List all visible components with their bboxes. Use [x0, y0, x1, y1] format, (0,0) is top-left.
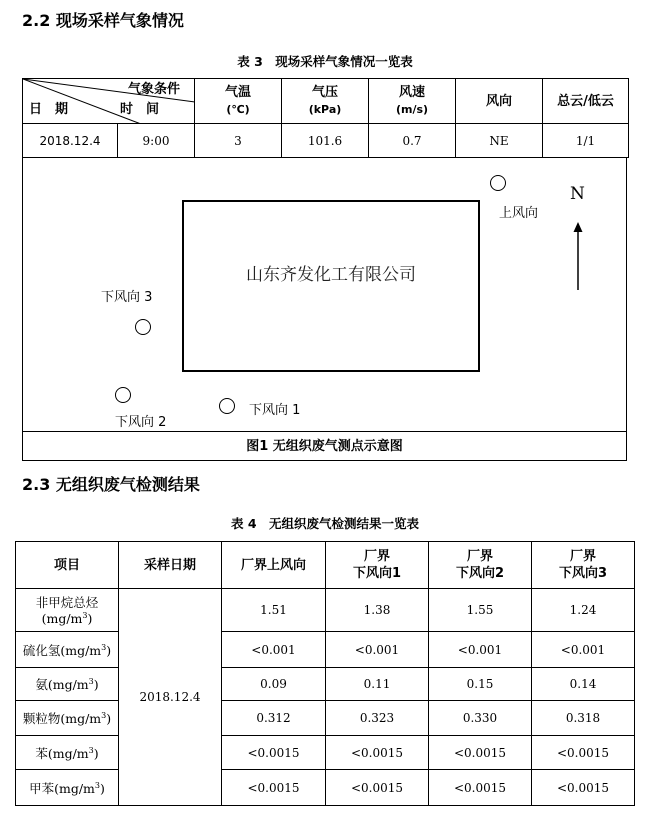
table4-value-cell: 1.51: [222, 589, 326, 632]
table4-value-cell: <0.001: [222, 632, 326, 668]
downwind-3-point-marker: [135, 319, 151, 335]
table4-header-downwind-2: [429, 542, 532, 589]
table4-value-cell: <0.001: [532, 632, 635, 668]
table4-value-cell: 1.24: [532, 589, 635, 632]
table4-value-cell: 0.323: [326, 701, 429, 736]
header-line: 厂界: [569, 549, 596, 564]
item-unit-exponent: 3: [101, 710, 107, 720]
figure1-caption: 图1 无组织废气测点示意图: [23, 431, 626, 461]
table3-time: 9:00: [118, 124, 195, 158]
table4-item-name: [16, 589, 119, 632]
table3-header-pressure: [282, 79, 369, 124]
item-unit-exponent: 3: [88, 676, 94, 686]
header-line: 下风向1: [352, 566, 402, 581]
table4-value-cell: <0.0015: [222, 770, 326, 806]
table4-value-cell: 0.09: [222, 668, 326, 701]
header-line: 厂界: [363, 549, 390, 564]
item-label: 非甲烷总烃: [35, 595, 99, 611]
table3-corner-top: 气象条件: [128, 82, 181, 97]
table3-temp: 3: [195, 124, 282, 158]
table3-direction: NE: [456, 124, 543, 158]
table3: [22, 78, 629, 158]
table4-header-downwind-3: [532, 542, 635, 589]
table3-header-speed: [369, 79, 456, 124]
item-label: 甲苯: [29, 780, 55, 796]
item-line: [16, 611, 118, 626]
table4-value-cell: 1.55: [429, 589, 532, 632]
upwind-point-marker: [490, 175, 506, 191]
section-heading-2-3: 2.3 无组织废气检测结果: [22, 475, 200, 494]
item-unit-close: ): [106, 642, 112, 658]
table4-header-upwind: 厂界上风向: [222, 542, 326, 589]
table4-item-name: [16, 736, 119, 770]
table4-value-cell: <0.0015: [326, 736, 429, 770]
table3-caption: 表 3 现场采样气象情况一览表: [237, 54, 413, 69]
table4-value-cell: 0.15: [429, 668, 532, 701]
table3-header-direction: [456, 79, 543, 124]
header-line: 下风向3: [558, 566, 608, 581]
table3-corner-header: [23, 79, 195, 124]
item-unit: (mg/m: [47, 745, 89, 761]
item-unit: (mg/m: [60, 711, 102, 726]
table4-value-cell: <0.001: [429, 632, 532, 668]
downwind-1-point-marker: [219, 398, 235, 414]
item-unit: (mg/m: [60, 642, 102, 658]
table4-value-cell: <0.001: [326, 632, 429, 668]
table4-header-item: 项目: [16, 542, 119, 589]
table4-value-cell: 0.330: [429, 701, 532, 736]
item-unit: (mg/m: [54, 780, 95, 796]
item-label: 颗粒物: [22, 711, 61, 726]
table4-sampling-date: 2018.12.4: [119, 589, 222, 806]
table4: [15, 541, 635, 806]
item-unit: (mg/m: [41, 611, 83, 627]
header-label: 气温: [224, 85, 251, 100]
table4-header-downwind-1: [326, 542, 429, 589]
header-line: 下风向2: [455, 566, 505, 581]
item-line: [16, 593, 118, 611]
downwind-2-point-marker: [115, 387, 131, 403]
upwind-label: 上风向: [499, 206, 539, 221]
header-unit: (m/s): [395, 103, 429, 116]
table4-value-cell: 0.14: [532, 668, 635, 701]
section-heading-2-2: 2.2 现场采样气象情况: [22, 11, 184, 30]
downwind-2-label: 下风向 2: [115, 415, 167, 430]
item-unit-exponent: 3: [101, 642, 107, 652]
figure1-frame: [22, 158, 627, 461]
table4-value-cell: <0.0015: [532, 770, 635, 806]
table3-speed: 0.7: [369, 124, 456, 158]
table4-header-date: 采样日期: [119, 542, 222, 589]
table4-value-cell: 1.38: [326, 589, 429, 632]
item-unit: (mg/m: [47, 677, 89, 692]
table-row: [16, 589, 635, 632]
downwind-3-label: 下风向 3: [101, 290, 153, 305]
table4-item-name: [16, 632, 119, 668]
table4-item-name: [16, 701, 119, 736]
item-unit-exponent: 3: [88, 745, 94, 755]
item-unit-close: ): [100, 780, 105, 796]
header-label: 气压: [311, 85, 338, 100]
table3-cloud: 1/1: [543, 124, 629, 158]
item-unit-exponent: 3: [82, 611, 88, 621]
table4-item-name: [16, 668, 119, 701]
table-row: [23, 124, 629, 158]
header-unit: (℃): [226, 103, 250, 116]
table4-value-cell: <0.0015: [532, 736, 635, 770]
item-unit-exponent: 3: [94, 780, 100, 790]
table3-corner-time: 时 间: [120, 102, 160, 117]
table3-date: 2018.12.4: [23, 124, 118, 158]
table-row: [16, 632, 635, 668]
table-row: [16, 770, 635, 806]
header-unit: (kPa): [308, 103, 342, 116]
header-line: 厂界: [466, 549, 493, 564]
table3-header-cloud: [543, 79, 629, 124]
company-name: 山东齐发化工有限公司: [246, 265, 416, 285]
item-label: 苯: [35, 745, 48, 761]
item-unit-close: ): [87, 611, 93, 627]
item-label: 硫化氢: [22, 642, 61, 658]
item-unit-close: ): [106, 711, 112, 726]
table4-value-cell: <0.0015: [222, 736, 326, 770]
header-label: 总云/低云: [557, 93, 614, 109]
item-unit-close: ): [93, 745, 99, 761]
table4-value-cell: <0.0015: [429, 770, 532, 806]
table3-corner-date: 日 期: [29, 102, 69, 117]
header-label: 风速: [398, 85, 425, 100]
table-row: [16, 701, 635, 736]
header-label: 风向: [485, 93, 512, 109]
table3-header-temp: [195, 79, 282, 124]
table-row: [16, 736, 635, 770]
table4-value-cell: 0.312: [222, 701, 326, 736]
downwind-1-label: 下风向 1: [249, 403, 301, 418]
north-arrow-icon: [572, 222, 584, 292]
item-unit-close: ): [93, 677, 99, 692]
table3-pressure: 101.6: [282, 124, 369, 158]
table4-value-cell: <0.0015: [429, 736, 532, 770]
table-row: [16, 668, 635, 701]
table4-value-cell: 0.11: [326, 668, 429, 701]
table4-value-cell: 0.318: [532, 701, 635, 736]
table4-value-cell: <0.0015: [326, 770, 429, 806]
table4-caption: 表 4 无组织废气检测结果一览表: [230, 516, 420, 531]
item-label: 氨: [35, 677, 48, 692]
company-site-outline: [182, 200, 480, 372]
north-label: N: [570, 184, 585, 204]
table4-item-name: [16, 770, 119, 806]
